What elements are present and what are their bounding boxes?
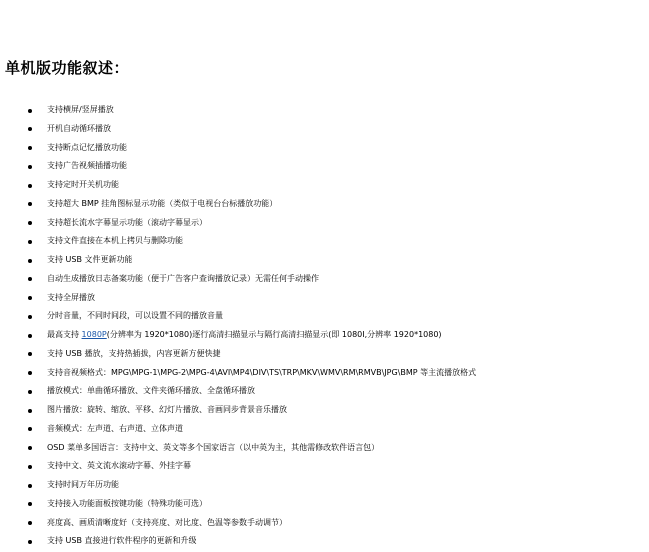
- bullet-icon: [28, 390, 32, 394]
- list-item-text: 亮度高、画质清晰度好（支持亮度、对比度、色温等参数手动调节）: [47, 517, 287, 527]
- list-item-text: 开机自动循环播放: [47, 123, 111, 133]
- list-item: [0, 326, 649, 345]
- list-item-text: 支持超大 BMP 挂角图标显示功能（类似于电视台台标播放功能）: [47, 198, 278, 208]
- bullet-icon: [28, 502, 32, 506]
- bullet-icon: [28, 127, 32, 131]
- list-item-text: 支持定时开关机功能: [47, 180, 119, 189]
- list-item-text: 支持 USB 直接进行软件程序的更新和升级: [47, 536, 197, 546]
- list-item: [0, 476, 649, 495]
- list-item: [0, 307, 649, 326]
- list-item-text: 支持 USB 文件更新功能: [47, 255, 133, 264]
- bullet-icon: [28, 409, 32, 413]
- list-item: [0, 495, 649, 514]
- list-item-text: 支持超长流水字幕显示功能（滚动字幕显示）: [47, 217, 207, 227]
- list-item: [0, 514, 649, 533]
- list-item: [0, 214, 649, 233]
- list-item-text: 支持音视频格式：MPG\MPG-1\MPG-2\MPG-4\AVI\MP4\DIV\TS\TRP\MKV\WMV\RM\RMVB\JPG\BMP 等主流播放格式: [47, 367, 477, 377]
- list-item: [0, 139, 649, 158]
- bullet-icon: [28, 334, 32, 338]
- list-item: [0, 289, 649, 308]
- list-item-text: 支持全屏播放: [47, 292, 95, 302]
- list-item-text: 支持时间万年历功能: [47, 480, 119, 489]
- list-item: [0, 232, 649, 251]
- list-item: [0, 270, 649, 289]
- bullet-icon: [28, 484, 32, 488]
- list-item-text: 支持接入功能面板按键功能（特殊功能可选）: [47, 498, 207, 508]
- list-item-text: 分时音量，不同时间段，可以设置不同的播放音量: [47, 311, 223, 321]
- list-item: [0, 101, 649, 120]
- feature-list: [0, 101, 649, 551]
- bullet-icon: [28, 165, 32, 169]
- bullet-icon: [28, 540, 32, 544]
- bullet-icon: [28, 184, 32, 188]
- resolution-link[interactable]: 1080P: [81, 330, 107, 339]
- list-item: [0, 457, 649, 476]
- bullet-icon: [28, 202, 32, 206]
- list-item-text: OSD 菜单多国语言：支持中文、英文等多个国家语言（以中英为主，其他需修改软件语言包）: [47, 442, 380, 452]
- list-item-text: 音频模式：左声道、右声道、立体声道: [47, 423, 183, 433]
- list-item: [0, 364, 649, 383]
- list-item-text: 支持中文、英文流水滚动字幕、外挂字幕: [47, 461, 191, 471]
- bullet-icon: [28, 371, 32, 375]
- list-item-text: 图片播放：旋转、缩放、平移、幻灯片播放、音画同步背景音乐播放: [47, 405, 287, 414]
- bullet-icon: [28, 465, 32, 469]
- list-item: [0, 195, 649, 214]
- bullet-icon: [28, 109, 32, 113]
- bullet-icon: [28, 296, 32, 300]
- list-item-text: 支持断点记忆播放功能: [47, 142, 127, 152]
- bullet-icon: [28, 221, 32, 225]
- bullet-icon: [28, 146, 32, 150]
- list-item: [0, 345, 649, 364]
- list-item: [0, 532, 649, 551]
- list-item: [0, 251, 649, 270]
- list-item-text: 自动生成播放日志备案功能（便于广告客户查询播放记录）无需任何手动操作: [47, 273, 319, 283]
- page-heading: 单机版功能叙述：: [5, 59, 130, 77]
- list-item-text: 最高支持: [47, 330, 82, 339]
- list-item-text: 支持横屏/竖屏播放: [47, 105, 114, 114]
- list-item: [0, 439, 649, 458]
- list-item-text: (分辨率为 1920*1080)逐行高清扫描显示与隔行高清扫描显示(即 1080I,分辨率 1920*1080): [106, 330, 442, 339]
- list-item: [0, 420, 649, 439]
- bullet-icon: [28, 427, 32, 431]
- list-item-text: 播放模式：单曲循环播放、文件夹循环播放、全盘循环播放: [47, 386, 255, 396]
- list-item: [0, 176, 649, 195]
- bullet-icon: [28, 277, 32, 281]
- list-item-text: 支持文件直接在本机上拷贝与删除功能: [47, 236, 183, 246]
- list-item: [0, 120, 649, 139]
- list-item: [0, 382, 649, 401]
- list-item-text: 支持 USB 播放，支持热插拔，内容更新方便快捷: [47, 348, 221, 358]
- list-item-text: 支持广告视频插播功能: [47, 161, 127, 171]
- bullet-icon: [28, 446, 32, 450]
- bullet-icon: [28, 352, 32, 356]
- list-item: [0, 401, 649, 420]
- list-item: [0, 157, 649, 176]
- bullet-icon: [28, 315, 32, 319]
- bullet-icon: [28, 521, 32, 525]
- bullet-icon: [28, 240, 32, 244]
- bullet-icon: [28, 259, 32, 263]
